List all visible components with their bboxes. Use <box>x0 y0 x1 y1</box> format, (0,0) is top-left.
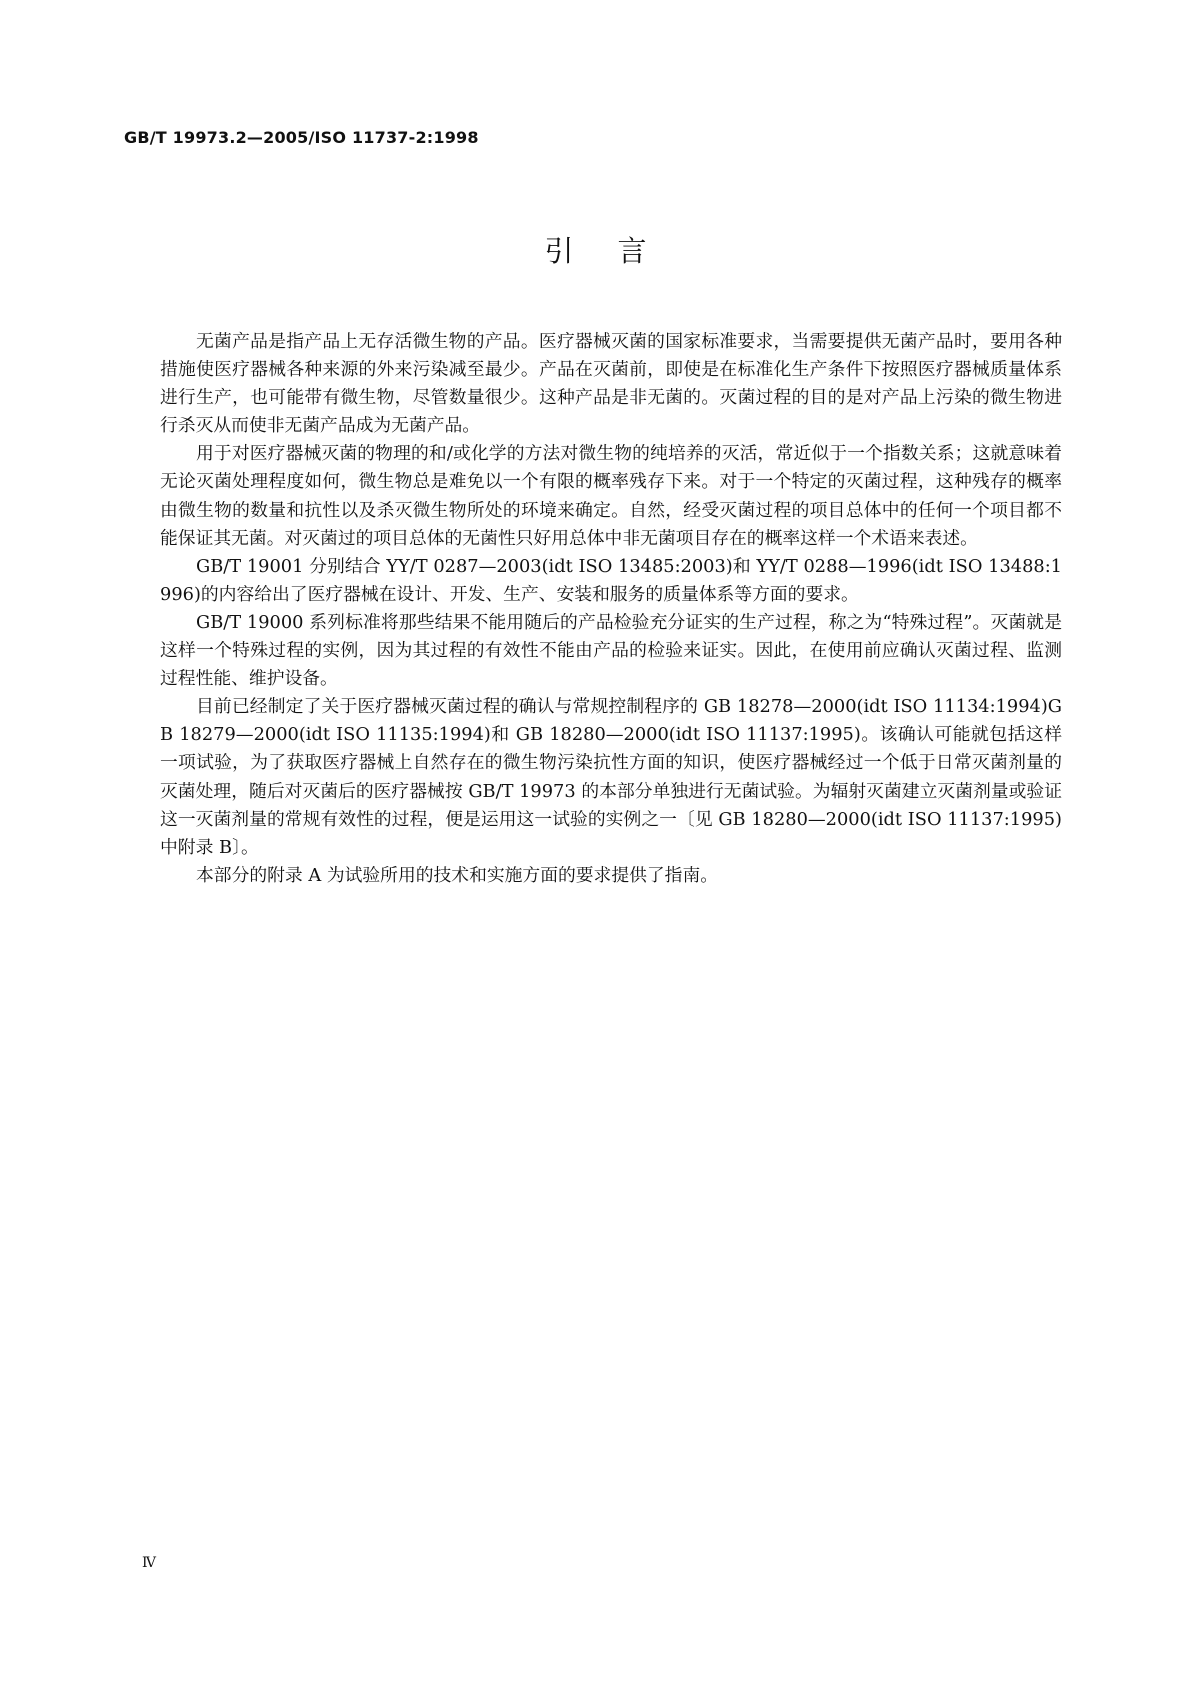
paragraph-1: 无菌产品是指产品上无存活微生物的产品。医疗器械灭菌的国家标准要求，当需要提供无菌产品时，要用各种措施使医疗器械各种来源的外来污染减至最少。产品在灭菌前，即使是在标准化生产条件下按照医疗器械质量体系进行生产，也可能带有微生物，尽管数量很少。这种产品是非无菌的。灭菌过程的目的是对产品上污染的微生物进行杀灭从而使非无菌产品成为无菌产品。 <box>160 331 1062 437</box>
paragraph-4: GB/T 19000 系列标准将那些结果不能用随后的产品检验充分证实的生产过程，称之为“特殊过程”。灭菌就是这样一个特殊过程的实例，因为其过程的有效性不能由产品的检验来证实。因此，在使用前应确认灭菌过程、监测过程性能、维护设备。 <box>160 611 1062 690</box>
page-number: Ⅳ <box>142 1555 156 1571</box>
standard-code-header: GB/T 19973.2—2005/ISO 11737-2:1998 <box>124 128 479 147</box>
body-text <box>160 328 1062 890</box>
paragraph-5: 目前已经制定了关于医疗器械灭菌过程的确认与常规控制程序的 GB 18278—2000(idt ISO 11134:1994)GB 18279—2000(idt ISO 11135:1994)和 GB 18280—2000(idt ISO 11137:1995)。该确认可能就包括这样一项试验，为了获取医疗器械上自然存在的微生物污染抗性方面的知识，使医疗器械经过一个低于日常灭菌剂量的灭菌处理，随后对灭菌后的医疗器械按 GB/T 19973 的本部分单独进行无菌试验。为辐射灭菌建立灭菌剂量或验证这一灭菌剂量的常规有效性的过程，便是运用这一试验的实例之一〔见 GB 18280—2000(idt ISO 11137:1995)中附录 B〕。 <box>160 696 1062 858</box>
page-title: 引言 <box>544 234 691 268</box>
paragraph-3: GB/T 19001 分别结合 YY/T 0287—2003(idt ISO 13485:2003)和 YY/T 0288—1996(idt ISO 13488:1996)的内容给出了医疗器械在设计、开发、生产、安装和服务的质量体系等方面的要求。 <box>160 555 1062 605</box>
paragraph-6: 本部分的附录 A 为试验所用的技术和实施方面的要求提供了指南。 <box>196 864 719 886</box>
paragraph-2: 用于对医疗器械灭菌的物理的和/或化学的方法对微生物的纯培养的灭活，常近似于一个指数关系；这就意味着无论灭菌处理程度如何，微生物总是难免以一个有限的概率残存下来。对于一个特定的灭菌过程，这种残存的概率由微生物的数量和抗性以及杀灭微生物所处的环境来确定。自然，经受灭菌过程的项目总体中的任何一个项目都不能保证其无菌。对灭菌过的项目总体的无菌性只好用总体中非无菌项目存在的概率这样一个术语来表述。 <box>160 443 1062 549</box>
